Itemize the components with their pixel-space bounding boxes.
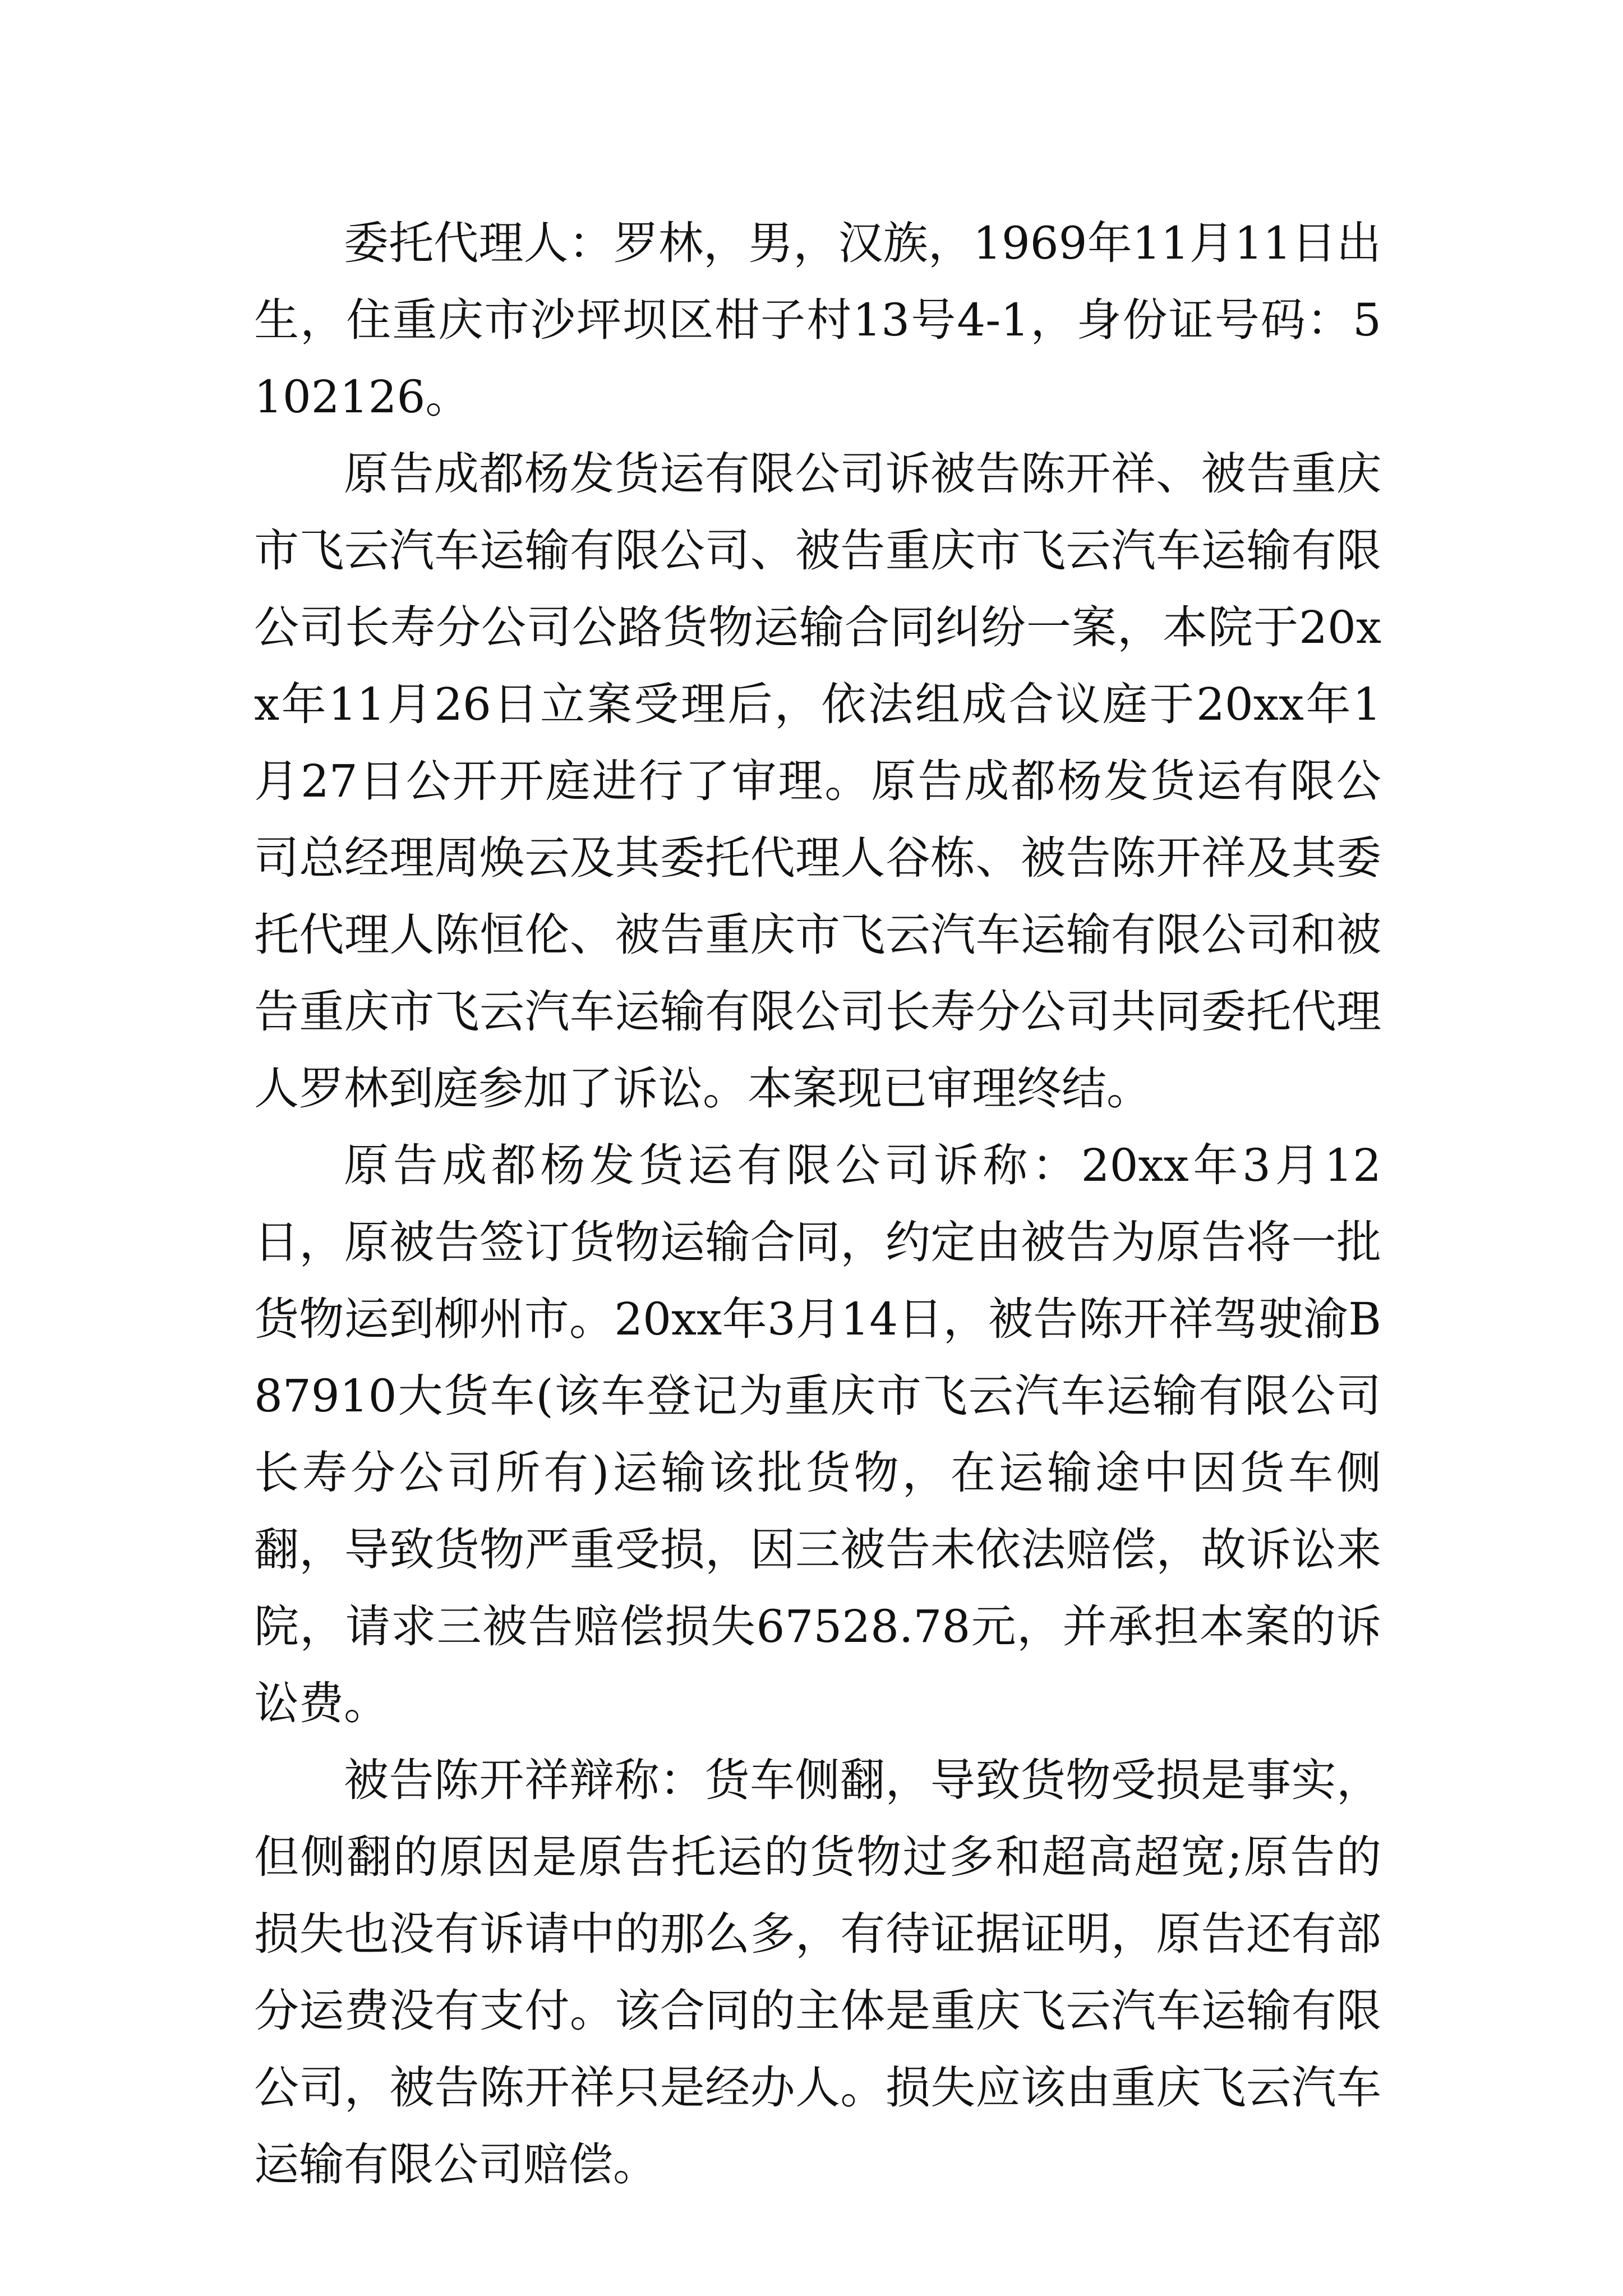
paragraph-plaintiff-claim: 原告成都杨发货运有限公司诉称：20xx年3月12日，原被告签订货物运输合同，约定由被告为原告将一批货物运到柳州市。20xx年3月14日，被告陈开祥驾驶渝B87910大货车(该车登记为重庆市飞云汽车运输有限公司长寿分公司所有)运输该批货物，在运输途中因货车侧翻，导致货物严重受损，因三被告未依法赔偿，故诉讼来院，请求三被告赔偿损失67528.78元，并承担本案的诉讼费。 bbox=[254, 1139, 1381, 1729]
paragraph-agent-info: 委托代理人：罗林，男，汉族，1969年11月11日出生，住重庆市沙坪坝区柑子村13号4-1，身份证号码：5102126。 bbox=[254, 217, 1381, 423]
document-body bbox=[254, 205, 1381, 2203]
paragraph-defendant-defense: 被告陈开祥辩称：货车侧翻，导致货物受损是事实，但侧翻的原因是原告托运的货物过多和超高超宽;原告的损失也没有诉请中的那么多，有待证据证明，原告还有部分运费没有支付。该合同的主体是重庆飞云汽车运输有限公司，被告陈开祥只是经办人。损失应该由重庆飞云汽车运输有限公司赔偿。 bbox=[254, 1754, 1381, 2191]
paragraph-case-intro: 原告成都杨发货运有限公司诉被告陈开祥、被告重庆市飞云汽车运输有限公司、被告重庆市飞云汽车运输有限公司长寿分公司公路货物运输合同纠纷一案，本院于20xx年11月26日立案受理后，依法组成合议庭于20xx年1月27日公开开庭进行了审理。原告成都杨发货运有限公司总经理周焕云及其委托代理人谷栋、被告陈开祥及其委托代理人陈恒伦、被告重庆市飞云汽车运输有限公司和被告重庆市飞云汽车运输有限公司长寿分公司共同委托代理人罗林到庭参加了诉讼。本案现已审理终结。 bbox=[254, 448, 1381, 1115]
